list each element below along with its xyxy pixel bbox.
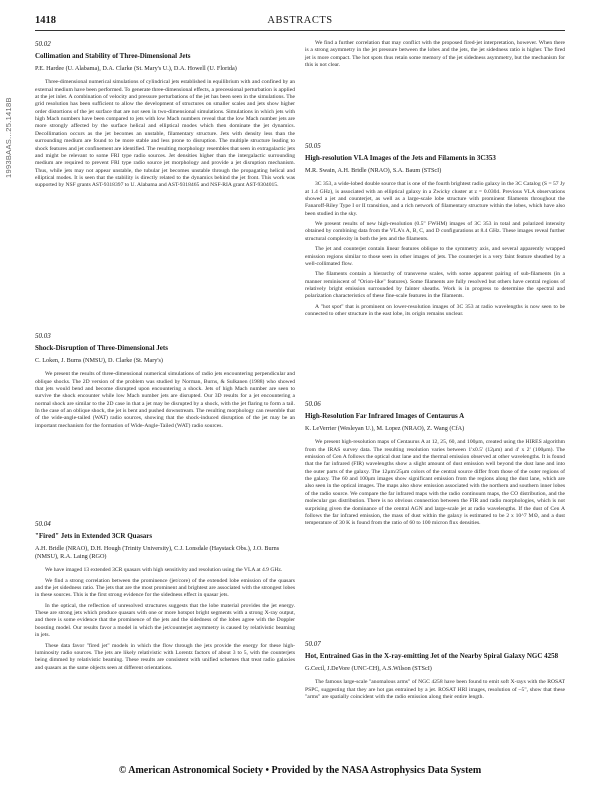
- abstract-50-04: [35, 520, 295, 675]
- abstract-number: 50.07: [305, 640, 321, 648]
- abstract-title: Shock-Disruption of Three-Dimensional Jets: [35, 344, 168, 352]
- abstract-number: 50.04: [35, 520, 51, 528]
- abstract-body: [35, 371, 295, 430]
- abstract-body: [35, 567, 295, 671]
- abstract-50-02: [35, 40, 295, 193]
- abstract-paragraph: We have imaged 13 extended 3CR quasars with high sensitivity and resolution using the VLA at 4.9 GHz.: [45, 567, 283, 574]
- abstract-50-04-continued: [305, 40, 565, 72]
- abstract-paragraph: The famous large-scale "anomalous arms" of NGC 4258 have been found to emit soft X-rays with the ROSAT PSPC, suggesting that they are hot gas entrained by a jet. ROSAT HRI images, resolution of ~5", show that these "arms" are spatially coincident with the radio emission along their entire length.: [305, 679, 565, 701]
- abstract-paragraph: In the optical, the reflection of unresolved structures suggests that the lobe material provides the jet energy. These are strong jets which produce quasars with one or more hotspot bright segments with a strong X-ray output, and there is some evidence that the prominence of the jets and the sidedness of the lobes agree with the Doppler boosting model. Our results favor a model in which the jet/counterjet asymmetry is caused by relativistic beaming in jets.: [35, 602, 295, 639]
- abstract-authors: C. Loken, J. Burns (NMSU), D. Clarke (St. Mary's): [35, 357, 163, 365]
- abstract-title: Hot, Entrained Gas in the X-ray-emitting Jet of the Nearby Spiral Galaxy NGC 4258: [305, 652, 559, 660]
- abstract-authors: P.E. Hardee (U. Alabama), D.A. Clarke (St. Mary's U.), D.A. Howell (U. Florida): [35, 65, 237, 73]
- abstract-number: 50.03: [35, 332, 51, 340]
- abstract-body: [35, 79, 295, 189]
- abstract-paragraph: We present results of new high-resolution (0.5" FWHM) images of 3C 353 in total and polarized intensity obtained by combining data from the VLA's A, B, C, and D configurations at 8.4 GHz. These images reveal further structural complexity in both the jets and the filaments.: [305, 221, 565, 242]
- abstract-paragraph: The filaments contain a hierarchy of transverse scales, with some apparent pairing of sub-filaments (in a manner reminiscent of "Orion-like" features). Some filaments are fully resolved but others have central regions of relatively bright emission surrounded by fainter sheaths. Work is in progress to determine the spectral and polarization characteristics of these fine-scale features in the filaments.: [305, 271, 565, 300]
- abstract-authors: G.Cecil, J.DeVore (UNC-CH), A.S.Wilson (STScI): [305, 665, 432, 673]
- abstract-number: 50.02: [35, 40, 51, 48]
- abstract-title: High-Resolution Far Infrared Images of Centaurus A: [305, 412, 465, 420]
- abstract-50-07: [305, 640, 565, 704]
- abstract-authors: M.R. Swain, A.H. Bridle (NRAO), S.A. Baum (STScI): [305, 167, 442, 175]
- abstract-paragraph: We present the results of three-dimensional numerical simulations of radio jets encountering perpendicular and oblique shocks. The 2D version of the problem was studied by Norman, Burns, & Sulkanen (1988) who showed that jets would bend and become disrupted upon encountering a shock. Jets of high Mach number are seen to survive the shock encounter while low Mach number jets are disrupted. Our 3D results for a jet encountering a normal shock are similar to the 2D case in that a jet may be disrupted by a shock, with the jet flaring to form a tail. In the case of an oblique shock, the jet is bent and pushed downstream. The resulting morphology can resemble that of the wide-angle-tailed (WAT) radio sources, showing that the shock-induced disruption of the jet may be an important mechanism for the formation of Wide-Angle-Tailed (WAT) radio sources.: [35, 371, 295, 429]
- abstract-body: [305, 679, 565, 701]
- abstract-paragraph: The jet and counterjet contain linear features oblique to the symmetry axis, and several apparently wrapped emission regions similar to those seen in other images of jets. The counterjet is a very faint feature sheathed by a well-collimated flow.: [305, 246, 565, 267]
- abstract-number: 50.06: [305, 400, 321, 408]
- abstract-paragraph: Three-dimensional numerical simulations of cylindrical jets established in equilibrium with and confined by an external medium have been performed. To generate three-dimensional effects, a precessional perturbation is applied at the jet inlet. A combination of velocity and pressure perturbations of the jet has been seen in the simulations. The grid resolution has been sufficient to allow the development of structures on smaller scales and jets show higher order distortions of the jet surface that are not seen in two-dimensional simulations. Simulations in which jets with high Mach numbers have been compared to jets with low Mach numbers reveal that the low Mach number jets are more strongly affected by the surface helical and elliptical modes which then dominate the jet dynamics. Decollimation occurs as the jet becomes an unstable, filamentary structure. Jets with density less than the surrounding medium are found to be more stable and less prone to disruption. The multiple structure leading to shock features and jet confinement are identified. The resulting morphology resembles that seen in extragalactic jets and might be relevant to some FRI type radio sources. Jet densities higher than the intergalactic surrounding medium are required to prevent FRI type radio source jet morphology and provide a jet disruption mechanism. Thus, while jets may not appear unstable, the tubular jet becomes unstable through the propagating helical and elliptical modes. It is seen that the stability is directly related to the dynamics behind the jet front. This work was supported by NSF grants AST-9318397 to U. Alabama and AST-9318465 and NSF-RIA grant AST-9304015.: [35, 79, 295, 189]
- abstract-50-05: [305, 142, 565, 321]
- abstract-paragraph: We present high-resolution maps of Centaurus A at 12, 25, 60, and 100μm, created using the HIRES algorithm from the IRAS survey data. The resulting resolution varies between 1'x0.5' (12μm) and 4' x 2' (100μm). The emission of Cen A follows the optical dust lane and the thermal emission observed at other wavelengths. It is found that the far infrared (FIR) wavelengths show a slight amount of dust emission well beyond the dust lane and into the outer parts of the galaxy. The 12μm/25μm colors of the central source differ from those of the outer regions of the galaxy. The 60 and 100μm images show significant emission from the regions along the dust lane, which are also seen in the optical images. The maps also show emission associated with the northern and southern inner lobes of the radio source. We compare the far infrared maps with the radio continuum maps, the CO distribution, and the molecular gas distribution. There is no obvious connection between the FIR and radio morphologies, which is not surprising given the dominance of the central AGN and large-scale jet at radio wavelengths. If the dust of Cen A follows the far infrared emission, the mass of dust within the galaxy is estimated to be 2 x 10^7 M⊙, and a dust temperature of 30 K is found from the ratio of 60 to 100 micron flux densities.: [305, 439, 565, 527]
- header-rule: [35, 30, 565, 31]
- abstract-paragraph: 3C 353, a wide-lobed double source that is one of the fourth brightest radio galaxy in the 3C Catalog (S = 57 Jy at 1.4 GHz), is associated with an elliptical galaxy in a Zwicky cluster at z = 0.0304. Previous VLA observations showed a jet and counterjet, as well as a large-scale lobe structure with prominent filaments throughout the Fanaroff-Riley Type I or II transition, and a rich network of filamentary structure within the lobes, which have also been studied in the sky.: [305, 181, 565, 217]
- abstract-body: [305, 181, 565, 318]
- abstract-paragraph: These data favor "fired jet" models in which the flow through the jets provide the energy for these high-luminosity radio sources. The jets are likely relativistic with Lorentz factors of about 3 to 5, with the counterjets being dimmed by relativistic beaming. These results are consistent with unified schemes that treat radio galaxies and quasars as the same objects seen at different orientations.: [35, 642, 295, 671]
- abstract-title: High-resolution VLA Images of the Jets and Filaments in 3C353: [305, 154, 496, 162]
- abstract-paragraph: We find a further correlation that may conflict with the proposed fired-jet interpretation, however. When there is a strong asymmetry in the jet pressure between the lobes and the jets, the jet sidedness ratio is higher. The fired jet is more compact. The hot spots thus retain some memory of the jet sidedness asymmetry, but the mechanism for this is not clear.: [305, 40, 565, 69]
- abstract-50-03: [35, 332, 295, 433]
- abstract-authors: A.H. Bridle (NRAO), D.H. Hough (Trinity University), C.J. Lonsdale (Haystack Obs.), J.O. Burns (NMSU), R.A. Laing (RGO): [35, 545, 280, 561]
- abstract-50-06: [305, 400, 565, 531]
- abstract-body: [305, 40, 565, 69]
- abstract-paragraph: We find a strong correlation between the prominence (jet/core) of the extended lobe emission of the quasars and the jet sidedness ratio. The jets that are the most prominent and brightest are associated with the strongest lobes in these sources. This is the first strong evidence for the sidedness effect in quasar jets.: [35, 577, 295, 599]
- abstract-authors: K. LeVerrier (Wesleyan U.), M. Lopez (NRAO), Z. Wang (CfA): [305, 425, 465, 433]
- page-number: 1418: [35, 15, 56, 26]
- abstract-paragraph: A "hot spot" that is prominent on lower-resolution images of 3C 353 at radio wavelengths is now seen to be connected to other structure in the east lobe, its origin remains unclear.: [305, 303, 565, 317]
- abstract-body: [305, 439, 565, 527]
- abstract-title: "Fired" Jets in Extended 3CR Quasars: [35, 532, 153, 540]
- bibcode-watermark: 1993BAAS...25.1418B: [4, 97, 13, 178]
- abstract-title: Collimation and Stability of Three-Dimensional Jets: [35, 52, 191, 60]
- abstract-number: 50.05: [305, 142, 321, 150]
- running-header: ABSTRACTS: [267, 15, 333, 26]
- footer-copyright: © American Astronomical Society • Provided by the NASA Astrophysics Data System: [118, 765, 482, 776]
